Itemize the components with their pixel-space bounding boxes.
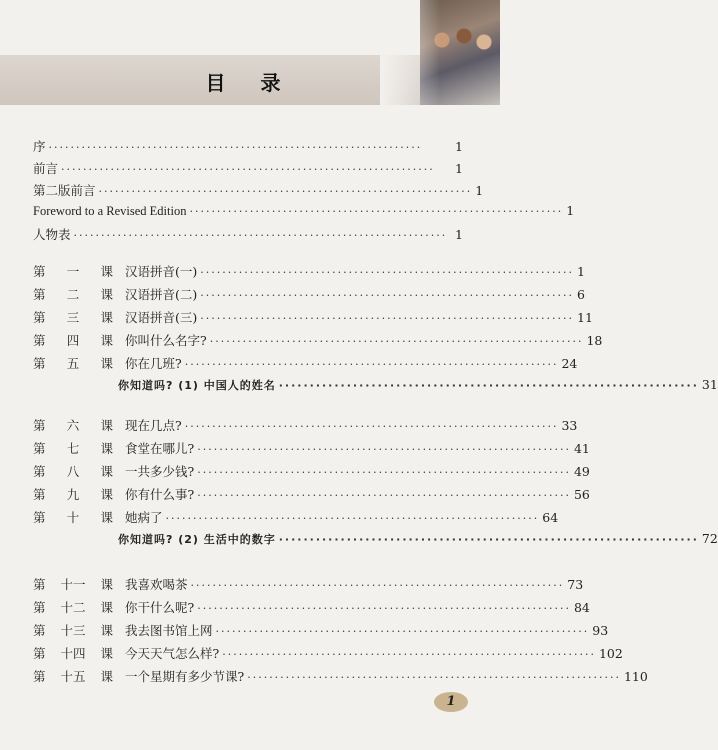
lesson-title: 你有什么事? bbox=[125, 487, 195, 502]
toc-lesson[interactable] bbox=[33, 416, 578, 433]
lesson-page: 93 bbox=[592, 623, 609, 638]
dot-leader: ···································································· bbox=[222, 648, 596, 661]
toc-sidebar-entry[interactable] bbox=[118, 377, 718, 393]
toc-entry[interactable] bbox=[33, 225, 463, 241]
toc-entry[interactable] bbox=[33, 181, 484, 198]
lesson-page: 102 bbox=[598, 646, 623, 661]
toc-entry-title: 第二版前言 bbox=[33, 183, 96, 198]
lesson-title: 我喜欢喝茶 bbox=[125, 577, 188, 592]
lesson-title: 一共多少钱? bbox=[125, 464, 195, 479]
dot-leader: ···································································· bbox=[197, 602, 571, 615]
toc-entry-title: 前言 bbox=[33, 161, 59, 176]
lesson-number: 第 十四 课 bbox=[33, 646, 113, 661]
sidebar-entry-title: 你知道吗? (1) 中国人的姓名 bbox=[118, 379, 276, 392]
toc-entry-page: 1 bbox=[455, 139, 463, 154]
lesson-page: 18 bbox=[586, 333, 603, 348]
dot-leader: ···································································· bbox=[197, 466, 571, 479]
lesson-page: 64 bbox=[542, 510, 559, 525]
toc-lesson[interactable] bbox=[33, 508, 559, 525]
dot-leader: ···································································· bbox=[197, 443, 571, 456]
lesson-page: 84 bbox=[573, 600, 590, 615]
page-number-badge: 1 bbox=[434, 692, 468, 712]
lesson-number: 第 七 课 bbox=[33, 441, 113, 456]
dot-leader: ···································································· bbox=[190, 579, 565, 592]
lesson-number: 第 六 课 bbox=[33, 418, 113, 433]
lesson-page: 24 bbox=[561, 356, 578, 371]
dot-leader: ···································································· bbox=[247, 671, 621, 684]
dot-leader: ···································································· bbox=[200, 312, 575, 325]
toc-entry[interactable] bbox=[33, 137, 463, 153]
toc-lesson[interactable] bbox=[33, 598, 590, 615]
dot-leader: ···································································· bbox=[278, 533, 699, 546]
dot-leader: ···································································· bbox=[200, 266, 575, 279]
lesson-number: 第 十五 课 bbox=[33, 669, 113, 684]
page-title: 目 录 bbox=[205, 71, 295, 95]
lesson-page: 33 bbox=[561, 418, 578, 433]
toc-entry-page: 1 bbox=[455, 161, 463, 176]
lesson-page: 6 bbox=[577, 287, 585, 302]
lesson-page: 41 bbox=[573, 441, 590, 456]
toc-lesson[interactable] bbox=[33, 285, 585, 302]
dot-leader: ···································································· bbox=[73, 229, 448, 242]
lesson-number: 第 二 课 bbox=[33, 287, 113, 302]
lesson-number: 第 八 课 bbox=[33, 464, 113, 479]
toc-lesson[interactable] bbox=[33, 485, 590, 502]
sidebar-entry-page: 31 bbox=[701, 377, 718, 392]
lesson-title: 她病了 bbox=[125, 510, 163, 525]
dot-leader: ···································································· bbox=[189, 205, 564, 218]
lesson-number: 第 十三 课 bbox=[33, 623, 113, 638]
lesson-title: 食堂在哪儿? bbox=[125, 441, 195, 456]
lesson-page: 1 bbox=[577, 264, 585, 279]
lesson-title: 今天天气怎么样? bbox=[125, 646, 220, 661]
lesson-page: 11 bbox=[577, 310, 593, 325]
dot-leader: ···································································· bbox=[200, 289, 575, 302]
lesson-number: 第 三 课 bbox=[33, 310, 113, 325]
toc-lesson[interactable] bbox=[33, 439, 590, 456]
lesson-number: 第 十一 课 bbox=[33, 577, 113, 592]
dot-leader: ···································································· bbox=[184, 420, 559, 433]
toc-lesson[interactable] bbox=[33, 667, 648, 684]
toc-lesson[interactable] bbox=[33, 644, 623, 661]
lesson-page: 110 bbox=[623, 669, 648, 684]
lesson-title: 你干什么呢? bbox=[125, 600, 195, 615]
lesson-title: 汉语拼音(二) bbox=[125, 287, 198, 302]
dot-leader: ···································································· bbox=[48, 141, 423, 154]
toc-lesson[interactable] bbox=[33, 462, 590, 479]
lesson-title: 汉语拼音(一) bbox=[125, 264, 198, 279]
dot-leader: ···································································· bbox=[184, 358, 559, 371]
lesson-title: 现在几点? bbox=[125, 418, 182, 433]
toc-entry-page: 1 bbox=[566, 203, 575, 218]
toc-entry-page: 1 bbox=[475, 183, 484, 198]
dot-leader: ···································································· bbox=[98, 185, 473, 198]
toc-lesson[interactable] bbox=[33, 308, 593, 325]
lesson-number: 第 五 课 bbox=[33, 356, 113, 371]
lesson-number: 第 一 课 bbox=[33, 264, 113, 279]
toc-lesson[interactable] bbox=[33, 575, 584, 592]
dot-leader: ···································································· bbox=[215, 625, 590, 638]
lesson-number: 第 九 课 bbox=[33, 487, 113, 502]
toc-entry-title: 序 bbox=[33, 139, 46, 154]
toc-entry-page: 1 bbox=[455, 227, 463, 242]
toc-entry-title: Foreword to a Revised Edition bbox=[33, 204, 187, 218]
sidebar-entry-title: 你知道吗? (2) 生活中的数字 bbox=[118, 533, 276, 546]
toc-entry-title: 人物表 bbox=[33, 227, 71, 242]
lesson-number: 第 十 课 bbox=[33, 510, 113, 525]
lesson-title: 一个星期有多少节课? bbox=[125, 669, 245, 684]
dot-leader: ···································································· bbox=[278, 379, 699, 392]
lesson-number: 第 四 课 bbox=[33, 333, 113, 348]
lesson-title: 你叫什么名字? bbox=[125, 333, 207, 348]
lesson-title: 你在几班? bbox=[125, 356, 182, 371]
dot-leader: ···································································· bbox=[197, 489, 571, 502]
toc-lesson[interactable] bbox=[33, 621, 609, 638]
toc-lesson[interactable] bbox=[33, 262, 585, 279]
toc-lesson[interactable] bbox=[33, 331, 603, 348]
lesson-title: 我去图书馆上网 bbox=[125, 623, 213, 638]
dot-leader: ···································································· bbox=[209, 335, 584, 348]
toc-entry[interactable] bbox=[33, 159, 463, 175]
lesson-page: 73 bbox=[567, 577, 584, 592]
toc-lesson[interactable] bbox=[33, 354, 578, 371]
dot-leader: ···································································· bbox=[61, 163, 435, 176]
lesson-page: 49 bbox=[573, 464, 590, 479]
dot-leader: ···································································· bbox=[165, 512, 540, 525]
lesson-page: 56 bbox=[573, 487, 590, 502]
lesson-title: 汉语拼音(三) bbox=[125, 310, 198, 325]
toc-entry[interactable] bbox=[33, 203, 575, 219]
sidebar-entry-page: 72 bbox=[701, 531, 718, 546]
lesson-number: 第 十二 课 bbox=[33, 600, 113, 615]
toc-sidebar-entry[interactable] bbox=[118, 531, 718, 547]
